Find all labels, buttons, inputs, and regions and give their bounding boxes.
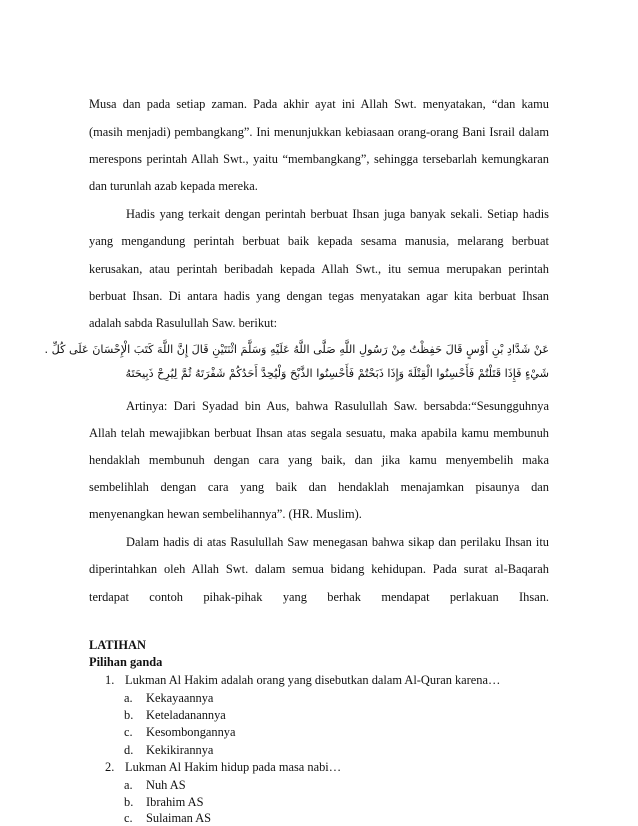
option	[124, 707, 226, 723]
option	[124, 690, 213, 706]
option-letter: c.	[124, 811, 133, 825]
paragraph-line: terdapat contoh pihak-pihak yang berhak mendapat perlakuan Ihsan.	[89, 590, 549, 604]
paragraph-line: (masih menjadi) pembangkang”. Ini menunjukkan kebiasaan orang-orang Bani Israil dalam	[89, 125, 549, 139]
paragraph-line: dan turunlah azab kepada mereka.	[89, 179, 258, 193]
option-text: Ibrahim AS	[146, 795, 204, 809]
option-text: Nuh AS	[146, 778, 186, 792]
paragraph-line: yang mengandung perintah berbuat baik kepada sesama manusia, melarang berbuat	[89, 234, 549, 248]
option	[124, 810, 211, 826]
option-text: Kekikirannya	[146, 743, 214, 757]
question-number: 1.	[105, 673, 115, 687]
option	[124, 777, 186, 793]
paragraph-line: merespons perintah Allah Swt., yaitu “membangkang”, sehingga tersebarlah kemungkaran	[89, 152, 549, 166]
question-1	[105, 672, 500, 688]
question-number: 2.	[105, 760, 115, 774]
option-letter: c.	[124, 725, 133, 739]
paragraph-line: Musa dan pada setiap zaman. Pada akhir ayat ini Allah Swt. menyatakan, “dan kamu	[89, 97, 549, 111]
option-text: Sulaiman AS	[146, 811, 212, 825]
option	[124, 724, 235, 740]
option	[124, 742, 213, 758]
option-text: Kesombongannya	[146, 725, 236, 739]
option	[124, 794, 203, 810]
arabic-hadith-line: عَنْ شَدَّادِ بْنِ أَوْسٍ قَالَ حَفِظْتُ مِنْ رَسُولِ اللَّهِ صَلَّى اللَّهُ عَلَيْهِ وَسَلَّمَ اثْنَتَيْنِ قَالَ إِنَّ اللَّهَ كَتَبَ الْإِحْسَانَ عَلَى كُلِّ .	[44, 343, 549, 356]
option-letter: d.	[124, 743, 134, 757]
translation-line: sembelihlah dengan cara yang baik dan hendaklah menajamkan pisaunya dan	[89, 480, 549, 494]
question-text: Lukman Al Hakim hidup pada masa nabi…	[125, 760, 342, 774]
option-text: Kekayaannya	[146, 691, 214, 705]
paragraph-line: adalah sabda Rasulullah Saw. berikut:	[89, 316, 278, 330]
paragraph-line: berbuat Ihsan. Di antara hadis yang dengan tegas menyatakan agar kita berbuat Ihsan	[89, 289, 549, 303]
option-letter: a.	[124, 778, 133, 792]
question-text: Lukman Al Hakim adalah orang yang disebutkan dalam Al-Quran karena…	[125, 673, 501, 687]
exercise-heading: LATIHAN	[89, 638, 146, 652]
question-2	[105, 759, 341, 775]
exercise-subheading: Pilihan ganda	[89, 655, 163, 669]
translation-line: Artinya: Dari Syadad bin Aus, bahwa Rasulullah Saw. bersabda:“Sesungguhnya	[126, 399, 549, 413]
arabic-hadith-line: شَيْءٍ فَإِذَا قَتَلْتُمْ فَأَحْسِنُوا الْقِتْلَةَ وَإِذَا ذَبَحْتُمْ فَأَحْسِنُوا الذَّبْحَ وَلْيُحِدَّ أَحَدُكُمْ شَفْرَتَهُ ثُمَّ لِيُرِحْ ذَبِيحَتَهُ	[125, 367, 549, 380]
option-letter: b.	[124, 708, 134, 722]
translation-line: hendaklah membunuh dengan cara yang baik, dan jika kamu menyembelih maka	[89, 453, 549, 467]
paragraph-line: Hadis yang terkait dengan perintah berbuat Ihsan juga banyak sekali. Setiap hadis	[126, 207, 549, 221]
translation-line: Allah telah mewajibkan berbuat Ihsan atas segala sesuatu, maka apabila kamu membunuh	[89, 426, 549, 440]
paragraph-line: kerusakan, atau perintah beribadah kepada Allah Swt., itu semua merupakan perintah	[89, 262, 549, 276]
paragraph-line: Dalam hadis di atas Rasulullah Saw menegasan bahwa sikap dan perilaku Ihsan itu	[126, 535, 549, 549]
option-letter: b.	[124, 795, 134, 809]
option-text: Keteladanannya	[146, 708, 226, 722]
translation-line: menyenangkan hewan sembelihannya”. (HR. Muslim).	[89, 507, 362, 521]
option-letter: a.	[124, 691, 133, 705]
paragraph-line: diperintahkan oleh Allah Swt. dalam semua bidang kehidupan. Pada surat al-Baqarah	[89, 562, 549, 576]
